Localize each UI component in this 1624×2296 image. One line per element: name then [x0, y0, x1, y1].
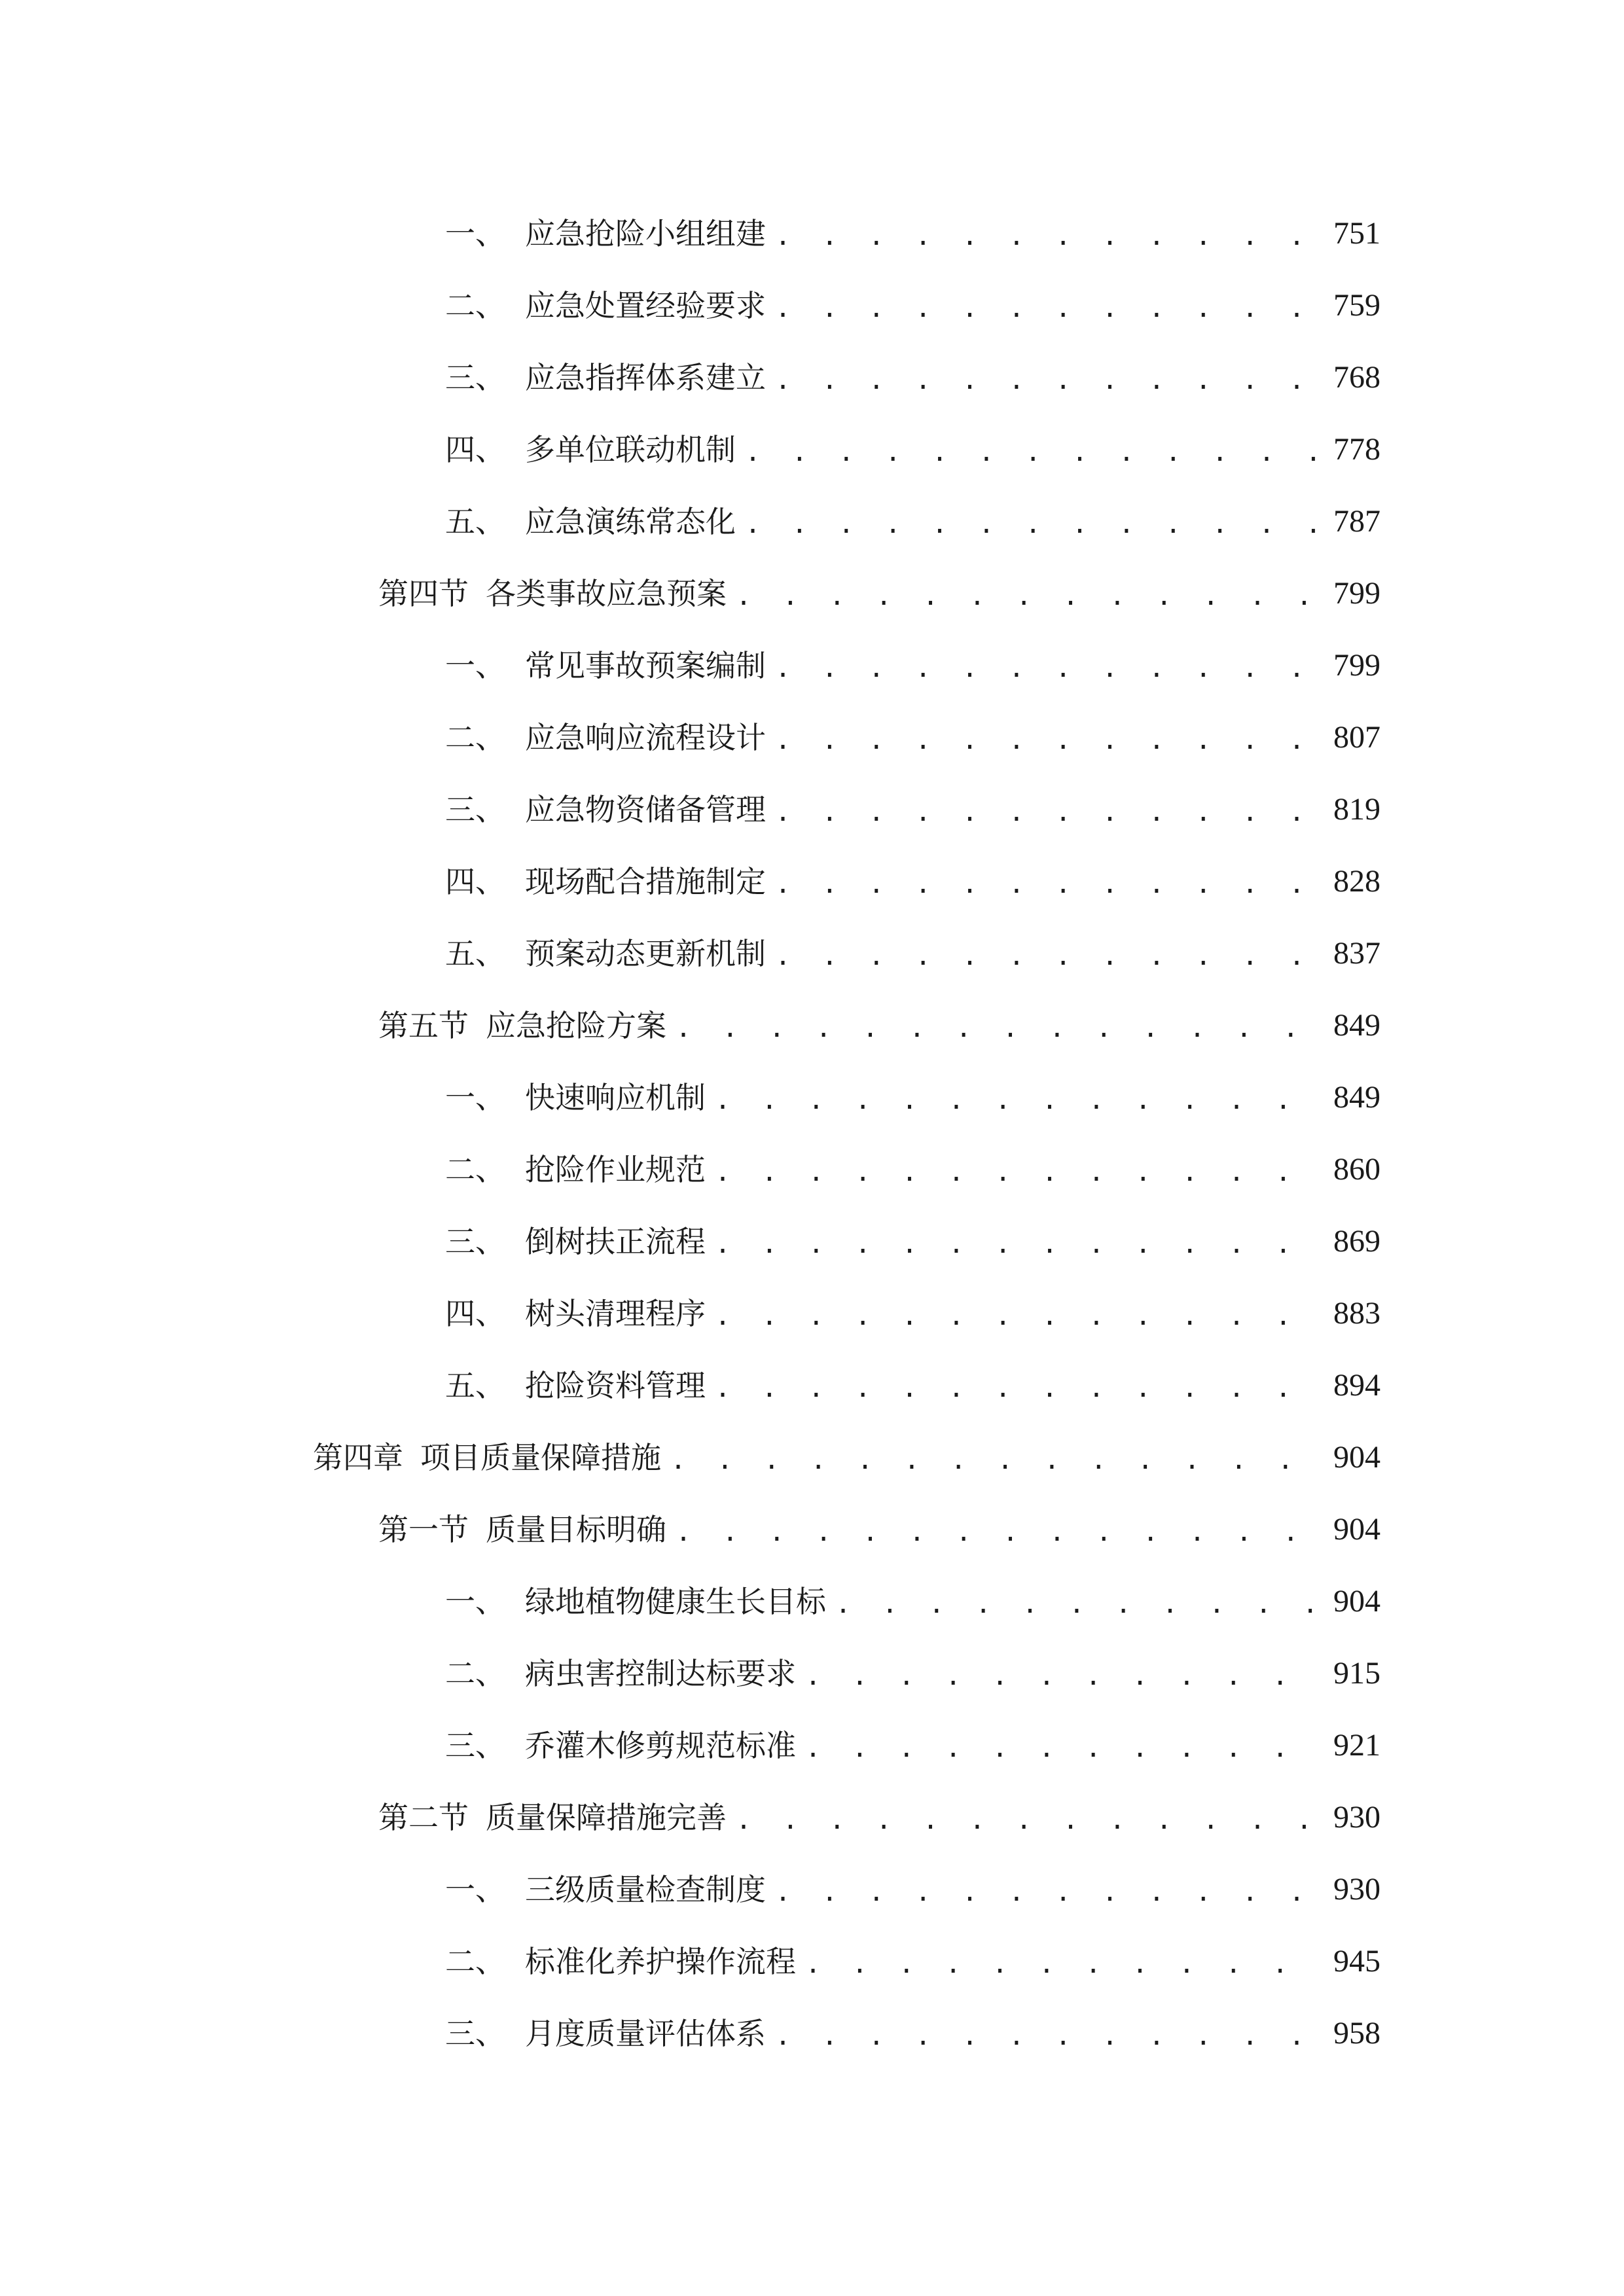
- toc-entry-label: [445, 936, 766, 971]
- toc-dot-leader: [775, 871, 1319, 897]
- toc-dot-leader: [715, 1087, 1319, 1113]
- toc-dot-leader: [745, 439, 1319, 465]
- toc-page-number: 837: [1333, 936, 1380, 971]
- toc-entry-label: [445, 1946, 796, 1977]
- toc-page-number: 849: [1333, 1080, 1380, 1115]
- toc-entry-title: 质量保障措施完善: [486, 1800, 727, 1835]
- toc-entry-title: 现场配合措施制定: [525, 864, 766, 899]
- toc-dot-leader: [715, 1159, 1319, 1185]
- toc-entry-title: 应急响应流程设计: [525, 720, 766, 755]
- toc-entry-number: 第四章: [313, 1440, 403, 1475]
- toc-entry-label: [445, 1656, 796, 1691]
- toc-entry-label: [445, 360, 766, 395]
- toc-entry-label: [378, 1800, 727, 1835]
- toc-dot-leader: [775, 655, 1319, 681]
- toc-page-number: 787: [1333, 504, 1380, 539]
- toc-entry-title: 抢险资料管理: [525, 1368, 706, 1403]
- toc-page-number: 849: [1333, 1008, 1380, 1043]
- toc-entry[interactable]: [0, 774, 1624, 846]
- toc-page-number: 860: [1333, 1152, 1380, 1187]
- toc-entry-label: [445, 1584, 826, 1619]
- toc-entry-number: 一、: [445, 1080, 505, 1115]
- toc-entry[interactable]: [0, 702, 1624, 774]
- toc-page-number: 819: [1333, 792, 1380, 827]
- toc-entry-number: 三、: [445, 1224, 505, 1259]
- toc-dot-leader: [835, 1591, 1319, 1617]
- toc-entry[interactable]: [0, 1710, 1624, 1782]
- toc-entry-number: 四、: [445, 432, 505, 467]
- toc-entry-number: 一、: [445, 1872, 505, 1907]
- toc-entry[interactable]: [0, 270, 1624, 342]
- toc-entry-title: 质量目标明确: [486, 1512, 666, 1547]
- toc-entry[interactable]: [0, 558, 1624, 630]
- toc-dot-leader: [775, 943, 1319, 969]
- toc-entry-number: 三、: [445, 792, 505, 827]
- toc-entry-number: 四、: [445, 1296, 505, 1331]
- toc-entry-number: 四、: [445, 864, 505, 899]
- toc-entry-label: [445, 648, 766, 683]
- toc-entry-title: 绿地植物健康生长目标: [525, 1584, 826, 1619]
- toc-page-number: 894: [1333, 1368, 1380, 1403]
- toc-entry-number: 一、: [445, 648, 505, 683]
- toc-entry[interactable]: [0, 1782, 1624, 1854]
- toc-entry[interactable]: [0, 1278, 1624, 1350]
- toc-entry-label: [445, 2018, 766, 2049]
- toc-page-number: 828: [1333, 864, 1380, 899]
- toc-dot-leader: [676, 1015, 1319, 1041]
- toc-dot-leader: [775, 799, 1319, 825]
- toc-entry[interactable]: [0, 1422, 1624, 1494]
- toc-entry-label: [445, 288, 766, 323]
- toc-dot-leader: [715, 1231, 1319, 1257]
- toc-dot-leader: [736, 583, 1319, 609]
- toc-entry[interactable]: [0, 1638, 1624, 1710]
- toc-page-number: 799: [1333, 576, 1380, 611]
- toc-dot-leader: [715, 1303, 1319, 1329]
- toc-entry-number: 二、: [445, 720, 505, 755]
- toc-page-number: 904: [1333, 1440, 1380, 1475]
- toc-entry-title: 项目质量保障措施: [420, 1440, 661, 1475]
- toc-entry-label: [445, 504, 736, 539]
- toc-entry-label: [378, 1008, 666, 1043]
- toc-page-number: 807: [1333, 720, 1380, 755]
- toc-entry-title: 应急指挥体系建立: [525, 360, 766, 395]
- toc-entry-title: 抢险作业规范: [525, 1152, 706, 1187]
- toc-page-number: 945: [1333, 1944, 1380, 1979]
- toc-dot-leader: [676, 1519, 1319, 1545]
- toc-page-number: 915: [1333, 1656, 1380, 1691]
- toc-entry-number: 二、: [445, 288, 505, 323]
- toc-page-number: 930: [1333, 1872, 1380, 1907]
- toc-page-number: 751: [1333, 216, 1380, 251]
- toc-entry-number: 二、: [445, 1944, 505, 1979]
- toc-entry-label: [445, 216, 766, 251]
- toc-entry-title: 树头清理程序: [525, 1296, 706, 1331]
- toc-entry-number: 五、: [445, 936, 505, 971]
- toc-entry-title: 多单位联动机制: [525, 432, 736, 467]
- toc-entry[interactable]: [0, 342, 1624, 414]
- toc-entry[interactable]: [0, 990, 1624, 1062]
- toc-entry-title: 乔灌木修剪规范标准: [525, 1728, 796, 1763]
- toc-dot-leader: [775, 295, 1319, 321]
- toc-page-number: 904: [1333, 1584, 1380, 1619]
- toc-entry-number: 第四节: [378, 576, 469, 611]
- table-of-contents: [0, 198, 1624, 2070]
- toc-entry-number: 一、: [445, 216, 505, 251]
- toc-page-number: 883: [1333, 1296, 1380, 1331]
- toc-entry-label: [445, 1728, 796, 1763]
- toc-entry[interactable]: [0, 198, 1624, 270]
- toc-entry[interactable]: [0, 486, 1624, 558]
- toc-entry-title: 标准化养护操作流程: [525, 1944, 796, 1979]
- toc-page-number: 930: [1333, 1800, 1380, 1835]
- toc-entry[interactable]: [0, 1566, 1624, 1638]
- toc-entry-title: 应急抢险小组组建: [525, 216, 766, 251]
- toc-entry-label: [378, 1512, 666, 1547]
- toc-entry-title: 三级质量检查制度: [525, 1872, 766, 1907]
- toc-entry-number: 第一节: [378, 1512, 469, 1547]
- toc-entry-number: 五、: [445, 1368, 505, 1403]
- toc-entry-label: [445, 1874, 766, 1905]
- toc-entry-title: 常见事故预案编制: [525, 648, 766, 683]
- toc-page-number: 768: [1333, 360, 1380, 395]
- toc-entry-number: 五、: [445, 504, 505, 539]
- toc-dot-leader: [775, 1879, 1319, 1905]
- toc-entry-title: 各类事故应急预案: [486, 576, 727, 611]
- toc-entry-number: 第二节: [378, 1800, 469, 1835]
- toc-entry-number: 三、: [445, 1728, 505, 1763]
- toc-entry-number: 三、: [445, 2016, 505, 2051]
- toc-dot-leader: [775, 2023, 1319, 2049]
- toc-dot-leader: [805, 1663, 1319, 1689]
- toc-entry-label: [445, 864, 766, 899]
- toc-entry-title: 倒树扶正流程: [525, 1224, 706, 1259]
- toc-entry-label: [313, 1440, 661, 1475]
- toc-dot-leader: [670, 1447, 1319, 1473]
- toc-entry-number: 二、: [445, 1152, 505, 1187]
- toc-entry[interactable]: [0, 846, 1624, 918]
- toc-entry-number: 第五节: [378, 1008, 469, 1043]
- toc-entry-label: [378, 576, 727, 611]
- toc-entry[interactable]: [0, 1206, 1624, 1278]
- toc-entry-label: [445, 720, 766, 755]
- toc-page-number: 759: [1333, 288, 1380, 323]
- toc-entry[interactable]: [0, 630, 1624, 702]
- toc-page-number: 921: [1333, 1728, 1380, 1763]
- toc-entry[interactable]: [0, 1926, 1624, 1998]
- toc-page-number: 958: [1333, 2016, 1380, 2051]
- toc-entry-number: 一、: [445, 1584, 505, 1619]
- toc-entry-label: [445, 1152, 706, 1187]
- toc-entry-label: [445, 1224, 706, 1259]
- toc-entry-title: 病虫害控制达标要求: [525, 1656, 796, 1691]
- toc-entry[interactable]: [0, 414, 1624, 486]
- toc-dot-leader: [736, 1807, 1319, 1833]
- toc-dot-leader: [745, 511, 1319, 537]
- toc-entry[interactable]: [0, 1998, 1624, 2070]
- toc-dot-leader: [775, 727, 1319, 753]
- toc-entry-title: 快速响应机制: [525, 1080, 706, 1115]
- toc-dot-leader: [775, 223, 1319, 249]
- toc-entry-title: 应急演练常态化: [525, 504, 736, 539]
- toc-entry-title: 月度质量评估体系: [525, 2016, 766, 2051]
- toc-entry[interactable]: [0, 1134, 1624, 1206]
- toc-entry-label: [445, 1296, 706, 1331]
- toc-page-number: 904: [1333, 1512, 1380, 1547]
- toc-page-number: 869: [1333, 1224, 1380, 1259]
- toc-entry[interactable]: [0, 1062, 1624, 1134]
- toc-entry-label: [445, 1368, 706, 1403]
- toc-dot-leader: [805, 1951, 1319, 1977]
- toc-entry-label: [445, 432, 736, 467]
- toc-entry-label: [445, 792, 766, 827]
- toc-dot-leader: [775, 367, 1319, 393]
- toc-entry-title: 应急物资储备管理: [525, 792, 766, 827]
- toc-dot-leader: [715, 1375, 1319, 1401]
- toc-entry-label: [445, 1080, 706, 1115]
- toc-entry-title: 预案动态更新机制: [525, 936, 766, 971]
- toc-entry[interactable]: [0, 918, 1624, 990]
- toc-entry[interactable]: [0, 1350, 1624, 1422]
- toc-entry-title: 应急抢险方案: [486, 1008, 666, 1043]
- toc-entry-number: 二、: [445, 1656, 505, 1691]
- toc-dot-leader: [805, 1735, 1319, 1761]
- toc-page-number: 778: [1333, 432, 1380, 467]
- toc-entry-title: 应急处置经验要求: [525, 288, 766, 323]
- toc-entry-number: 三、: [445, 360, 505, 395]
- toc-page-number: 799: [1333, 648, 1380, 683]
- toc-entry[interactable]: [0, 1494, 1624, 1566]
- toc-entry[interactable]: [0, 1854, 1624, 1926]
